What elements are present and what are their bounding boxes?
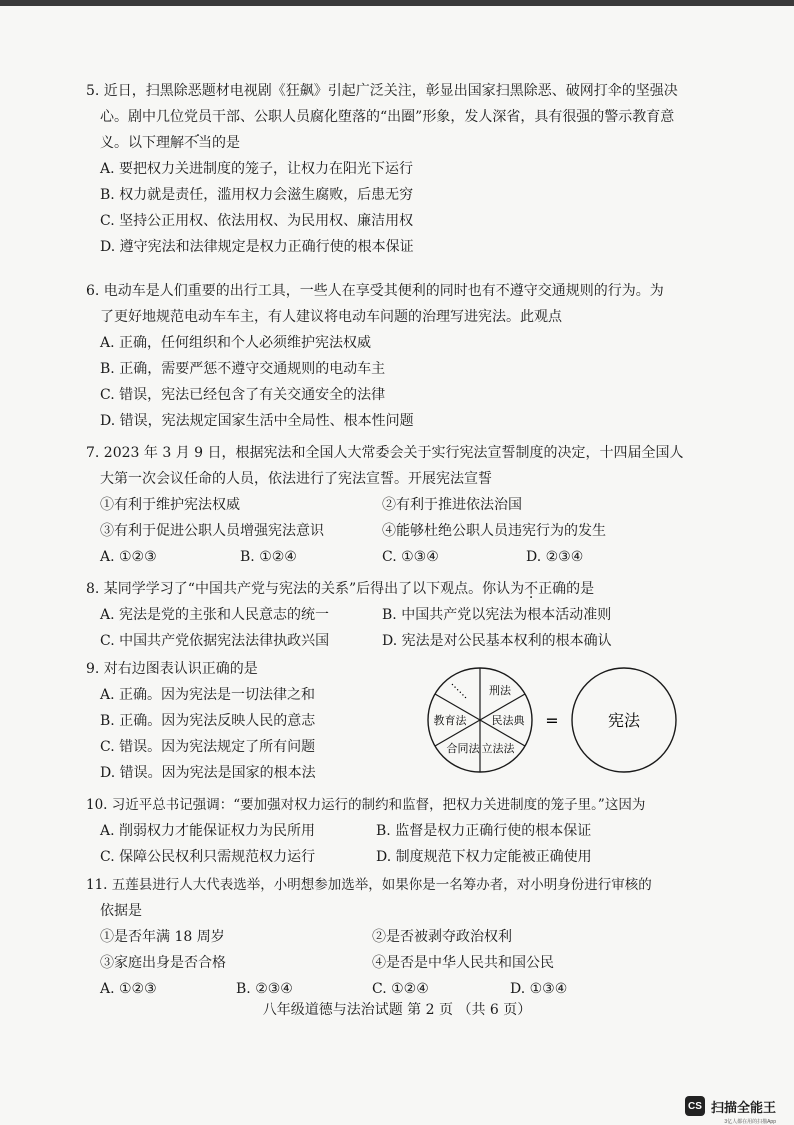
option-8b: B. 中国共产党以宪法为根本活动准则 [382, 607, 612, 623]
equals-sign: = [545, 711, 559, 730]
slice-label-education-law: 教育法 [433, 714, 467, 727]
option-10a: A. 削弱权力才能保证权力为民所用 [100, 823, 316, 839]
question-11-stem-line2: 依据是 [100, 903, 142, 919]
item-7-1: ①有利于维护宪法权威 [100, 497, 240, 513]
option-10d: D. 制度规范下权力定能被正确使用 [376, 849, 592, 865]
question-11 [86, 872, 706, 1002]
question-9-stem: 9. 对右边图表认识正确的是 [86, 661, 258, 677]
question-7-stem-line2: 大第一次会议任命的人员，依法进行了宪法宣誓。开展宪法宣誓 [100, 471, 492, 487]
question-7-options [86, 544, 706, 570]
option-7c: C. ①③④ [382, 549, 439, 565]
option-6c: C. 错误，宪法已经包含了有关交通安全的法律 [100, 387, 386, 403]
question-11-stem-line1: 11. 五莲县进行人大代表选举，小明想参加选举，如果你是一名筹办者，对小明身份进行审核的 [86, 877, 652, 893]
question-6 [86, 278, 706, 434]
option-10b: B. 监督是权力正确行使的根本保证 [376, 823, 592, 839]
question-8-stem: 8. 某同学学习了“中国共产党与宪法的关系”后得出了以下观点。你认为不正确的是 [86, 581, 595, 597]
option-7d: D. ②③④ [526, 549, 584, 565]
question-5-stem-line3: 义。以下理解不当的是 [100, 135, 240, 151]
option-11c: C. ①②④ [372, 981, 429, 997]
question-5-stem-line1: 5. 近日，扫黑除恶题材电视剧《狂飙》引起广泛关注，彰显出国家扫黑除恶、破网打伞的坚强决 [86, 83, 678, 99]
camscanner-logo-icon: CS [685, 1096, 705, 1116]
emphasis-not-proper: 不当 [184, 135, 212, 151]
item-11-2: ②是否被剥夺政治权利 [372, 929, 512, 945]
slice-label-criminal-law: 刑法 [489, 684, 511, 697]
option-11b: B. ②③④ [236, 981, 293, 997]
scanner-watermark [685, 1096, 776, 1116]
watermark-subtitle: 3亿人都在用的扫描App [724, 1119, 776, 1125]
question-10-stem: 10. 习近平总书记强调：“要加强对权力运行的制约和监督，把权力关进制度的笼子里。”这因为 [86, 797, 646, 813]
item-11-4: ④是否是中华人民共和国公民 [372, 955, 554, 971]
law-diagram [418, 654, 686, 784]
option-11d: D. ①③④ [510, 981, 568, 997]
item-11-3: ③家庭出身是否合格 [100, 955, 226, 971]
question-10-options-row2 [86, 844, 706, 870]
option-8c: C. 中国共产党依据宪法法律执政兴国 [100, 633, 330, 649]
option-8a: A. 宪法是党的主张和人民意志的统一 [100, 607, 330, 623]
question-9 [86, 656, 416, 786]
item-7-4: ④能够杜绝公职人员违宪行为的发生 [382, 523, 606, 539]
item-11-1: ①是否年满 18 周岁 [100, 929, 225, 945]
slice-label-contract-law: 合同法 [446, 742, 480, 755]
question-8 [86, 576, 706, 654]
item-7-2: ②有利于推进依法治国 [382, 497, 522, 513]
item-7-3: ③有利于促进公职人员增强宪法意识 [100, 523, 324, 539]
question-6-stem-line1: 6. 电动车是人们重要的出行工具，一些人在享受其便利的同时也有不遵守交通规则的行为。为 [86, 283, 664, 299]
page-footer: 八年级道德与法治试题 第 2 页 （共 6 页） [262, 1002, 532, 1018]
option-9d: D. 错误。因为宪法是国家的根本法 [100, 765, 316, 781]
question-11-items-row1 [86, 924, 706, 950]
option-5b: B. 权力就是责任，滥用权力会滋生腐败，后患无穷 [100, 187, 414, 203]
question-6-stem-line2: 了更好地规范电动车车主，有人建议将电动车问题的治理写进宪法。此观点 [100, 309, 562, 325]
option-9b: B. 正确。因为宪法反映人民的意志 [100, 713, 316, 729]
option-6d: D. 错误，宪法规定国家生活中全局性、根本性问题 [100, 413, 414, 429]
question-11-items-row2 [86, 950, 706, 976]
emphasis-not: 不 [524, 581, 539, 597]
option-9c: C. 错误。因为宪法规定了所有问题 [100, 739, 316, 755]
watermark-title: 扫描全能王 [710, 1099, 776, 1115]
question-5-stem-line2: 心。剧中几位党员干部、公职人员腐化堕落的“出圈”形象，发人深省，具有很强的警示教育意 [100, 109, 675, 125]
option-6b: B. 正确，需要严惩不遵守交通规则的电动车主 [100, 361, 386, 377]
option-11a: A. ①②③ [100, 981, 157, 997]
question-10 [86, 792, 706, 870]
option-7b: B. ①②④ [240, 549, 297, 565]
question-5 [86, 78, 706, 260]
question-7-items-row1 [86, 492, 706, 518]
option-5a: A. 要把权力关进制度的笼子，让权力在阳光下运行 [100, 161, 414, 177]
slice-label-ellipsis: …… [448, 676, 474, 702]
option-10c: C. 保障公民权利只需规范权力运行 [100, 849, 316, 865]
question-8-options-row2 [86, 628, 706, 654]
question-7 [86, 440, 706, 570]
question-7-items-row2 [86, 518, 706, 544]
option-9a: A. 正确。因为宪法是一切法律之和 [100, 687, 316, 703]
question-7-stem-line1: 7. 2023 年 3 月 9 日，根据宪法和全国人大常委会关于实行宪法宣誓制度的决定，十四届全国人 [86, 445, 684, 461]
option-5d: D. 遵守宪法和法律规定是权力正确行使的根本保证 [100, 239, 414, 255]
option-6a: A. 正确，任何组织和个人必须维护宪法权威 [100, 335, 372, 351]
question-10-options-row1 [86, 818, 706, 844]
option-7a: A. ①②③ [100, 549, 157, 565]
option-8d: D. 宪法是对公民基本权利的根本确认 [382, 633, 612, 649]
question-8-options-row1 [86, 602, 706, 628]
option-5c: C. 坚持公正用权、依法用权、为民用权、廉洁用权 [100, 213, 414, 229]
constitution-label: 宪法 [607, 711, 641, 730]
slice-label-legislation-law: 立法法 [481, 742, 515, 755]
slice-label-civil-code: 民法典 [491, 714, 525, 727]
